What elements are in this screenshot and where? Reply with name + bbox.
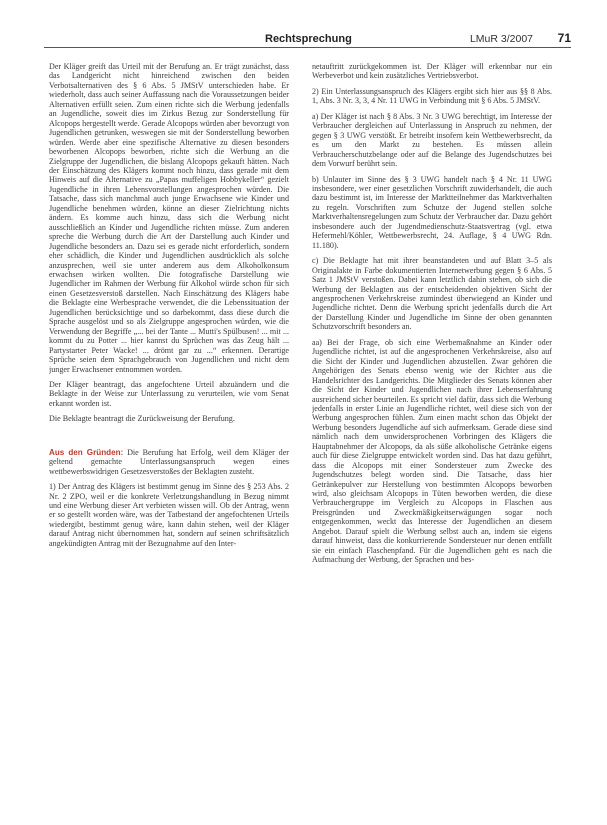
paragraph: Der Kläger beantragt, das angefochtene Urteil abzuändern und die Beklagte in der Weise zur Unterlassung zu verurteilen, wie vom Senat erkannt worden ist. [49, 379, 289, 408]
page-number: 71 [552, 31, 571, 45]
paragraph: 1) Der Antrag des Klägers ist bestimmt genug im Sinne des § 253 Abs. 2 Nr. 2 ZPO, weil er die konkrete Verletzungshandlung in Bezug nimmt und eine Werbung dieser Art verbieten wissen will. Ob der Antrag, wenn er so gestellt worden wäre, was der Tatbestand der angefochtenen Urteils wiedergibt, bestimmt genug wäre, kann dahin stehen, weil der Kläger darauf Antrag nicht übernommen hat, sondern auf seinen schriftsätzlich angekündigten Antrag mit der Bezugnahme auf den Inter- [49, 482, 289, 548]
paragraph: 2) Ein Unterlassungsanspruch des Klägers ergibt sich hier aus §§ 8 Abs. 1, Abs. 3 Nr. 3, 3, 4 Nr. 11 UWG in Verbindung mit § 6 Abs. 5 JMStV. [312, 86, 552, 106]
paragraph: Die Beklagte beantragt die Zurückweisung der Berufung. [49, 414, 235, 424]
paragraph: netauftritt zurückgekommen ist. Der Kläger will erkennbar nur ein Werbeverbot und kein zusätzliches Vertriebsverbot. [312, 62, 552, 81]
page-header [44, 28, 571, 56]
left-column [49, 62, 289, 819]
paragraph-reasons [49, 448, 289, 476]
journal-reference: LMuR 3/2007 [466, 33, 533, 45]
paragraph: a) Der Kläger ist nach § 8 Abs. 3 Nr. 3 UWG berechtigt, im Interesse der Verbraucher dergleichen auf Unterlassung in Anspruch zu nehmen, der gegen § 3 UWG verstößt. Er betreibt insofern kein Wettbewerbsrecht, da es um den Markt zu bestehen. Es müssen allein Verbraucherschutzbelange oder auf die Belange des Jugendschutzes bei dem Vorwurf berührt sein. [312, 111, 552, 169]
right-column [312, 62, 552, 819]
paragraph: c) Die Beklagte hat mit ihrer beanstandeten und auf Blatt 3–5 als Originalakte in Farbe dokumentierten Internetwerbung gegen § 6 Abs. 5 Satz 1 JMStV verstoßen. Dabei kann letztlich dahin stehen, ob sich die Werbung der Beklagten aus der entscheidenden objektiven Sicht der angesprochenen Verkehrskreise zumindest überwiegend an Kinder und Jugendliche richtet. Denn die Werbung spricht jedenfalls durch die Art der Darstellung Kinder und Jugendliche im Sinne der oben genannten Schutzvorschrift besonders an. [312, 256, 552, 332]
paragraph: b) Unlauter im Sinne des § 3 UWG handelt nach § 4 Nr. 11 UWG insbesondere, wer einer gesetzlichen Vorschrift zuwiderhandelt, die auch dazu bestimmt ist, im Interesse der Marktteilnehmer das Marktverhalten zu regeln. Vorschriften zum Schutze der Jugend stellen solche Marktverhaltensregelungen zum Schutz der Verbraucher dar. Dazu gehört insbesondere auch der Jugendmedienschutz-Staatsvertrag (vgl. etwa Hefermehl/Köhler, Wettbewerbsrecht, 24. Auflage, § 4 UWG Rdn. 11.180). [312, 174, 552, 250]
reasons-heading: Aus den Gründen: [49, 447, 124, 457]
section-title: Rechtsprechung [259, 33, 358, 45]
reasons-text: Die Berufung hat Erfolg, weil dem Kläger der geltend gemachte Unterlassungsanspruch wegen eines wettbewerbswidrigen Gesetzesverstoßes der Beklagten zusteht. [49, 447, 289, 476]
paragraph: Der Kläger greift das Urteil mit der Berufung an. Er trägt zunächst, dass das Landgericht nicht hinreichend zwischen den beiden Verbotsalternativen des § 6 Abs. 5 JMStV unterschieden habe. Er wiederholt, dass auch seiner Auffassung nach die Voraussetzungen beider Alternativen erfüllt seien. Zum einen richte sich die Werbung jedenfalls an Jugendliche, soweit dies im Zirkus Bezug zur Sonderstellung für Alcopops hergestellt werde. Gerade Alcopops würden aber bevorzugt von Jugendlichen getrunken, weswegen sie mit der Sonderstellung beworben würden. Werde aber eine spezifische Alternative zu diesen besonders beworbenen Alcopops beworben, richte sich die Werbung an die Zielgruppe der Jugendlichen, die bislang Alcopops gekauft hätten. Nach der Einschätzung des Klägers kommt noch hinzu, dass gerade mit dem Hinweis auf die Alternative zu „Papas muffeligen Hobbykeller“ gezielt Jugendliche in ihren Lebensvorstellungen angesprochen würden. Die Tatsache, dass sich manchmal auch junge Erwachsene wie Kinder und Jugendliche benehmen würden, könne an dieser Zielrichtung nichts ändern. Es komme auch hinzu, dass sich die Werbung nicht ausschließlich an Kinder und Jugendliche richten müsse. Zum anderen spreche die Werbung durch die Art der Darstellung auch Kinder und Jugendliche besonders an. Dazu sei es gerade nicht erforderlich, sondern eher schädlich, die Kinder und Jugendlichen ausdrücklich als solche anzusprechen, weil sie unter anderem aus dem Alkoholkonsum erwachsen wirken wollten. Die fotografische Darstellung wie Jugendlicher im Rahmen der Werbung für Alkohol würde schon für sich einen Gesetzesverstoß darstellen. Nach Einschätzung des Klägers habe die Beklagte eine Werbesprache verwendet, die die Lebenssituation der Jugendlichen berücksichtige und so darbekommt, dass diese durch die Sprache ausgelöst und so als Zielgruppe angesprochen würden, wie die Verwendung der Begriffe „... bei der Tante ... Mutti's Spülbusen! ... mit ... kommt du zu Potter ... hier kannst du Sprüchen was das Zeug hält ... Partystarter Peter Wacke! ... drömt gar zu ...“ erkennen. Derartige Sprüche seien dem Sprachgebrauch von Jugendlichen und nicht dem junger Erwachsener entnommen worden. [49, 62, 289, 374]
paragraph: aa) Bei der Frage, ob sich eine Werbemaßnahme an Kinder oder Jugendliche richtet, ist auf die angesprochenen Verkehrskreise, also auf die Sicht der Kinder und Jugendlichen abzustellen. Zwar gehören die Angehörigen des Senats ebenso wenig wie der Richter aus die Handelsrichter des Landgerichts. Die Mitglieder des Senats können aber die Sicht der Kinder und Jugendlichen nach ihrer Lebenserfahrung ausreichend sicher beurteilen. Es spricht viel dafür, dass sich die Werbung jedenfalls in erster Linie an Jugendliche richtet, weil diese sich von der Werbung angesprochen fühlen. Zum einen macht schon das Objekt der Werbung besonders Jugendliche auf sich aufmerksam. Gerade diese sind nämlich nach dem unwidersprochenen Vorbringen des Klägers die Hauptabnehmer der Alcopops, da als süße alkoholische Getränke eigens auch für diese Zielgruppe entwickelt worden sind. Das hat dazu geführt, dass die Alcopops mit einer Sondersteuer zum Zwecke des Jugendschutzes belegt worden sind. Die Tatsache, dass hier Getränkepulver zur Herstellung von bestimmten Alcopops beworben wird, also gleichsam Alcopops in Tüten beworben werden, die diese Verbrauchergruppe im Vergleich zu Alcopops in Flaschen aus Preisgründen und Zweckmäßigkeitserwägungen sogar noch entgegenkommen, weckt das Interesse der Jugendlichen an diesem Angebot. Darauf spielt die Werbung selbst auch an, indem sie eigens darauf hinweist, dass die konkurrierende Sondersteuer nur denen entfällt sie ein einfach Flaschenpfand. Für die Jugendlichen geht es nach die Aufmachung der Werbung, der Sprachen und bes- [312, 337, 552, 565]
header-rule [44, 47, 571, 48]
